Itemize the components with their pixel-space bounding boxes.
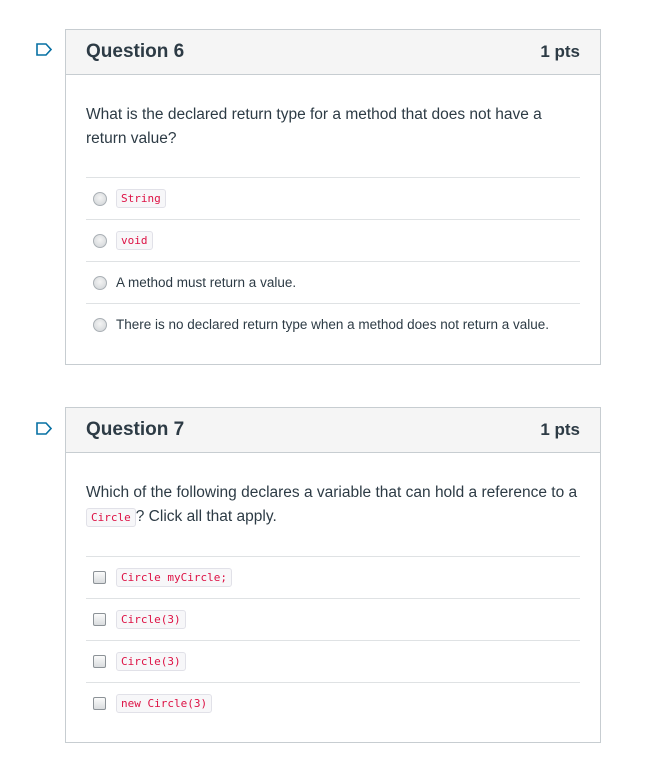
answer-label: Circle(3) xyxy=(116,652,186,671)
question-7 xyxy=(65,407,601,743)
answer-option[interactable] xyxy=(86,683,580,724)
answer-option[interactable] xyxy=(86,304,580,345)
answer-label: A method must return a value. xyxy=(116,275,297,290)
question-title: Question 6 xyxy=(86,41,185,62)
answer-option[interactable] xyxy=(86,262,580,304)
answer-label: There is no declared return type when a method does not return a value. xyxy=(116,317,550,332)
question-header xyxy=(66,30,600,75)
radio-button[interactable] xyxy=(93,276,107,290)
checkbox[interactable] xyxy=(93,571,106,584)
checkbox[interactable] xyxy=(93,655,106,668)
answer-option[interactable] xyxy=(86,220,580,262)
radio-button[interactable] xyxy=(93,234,107,248)
question-points: 1 pts xyxy=(540,42,580,61)
question-points: 1 pts xyxy=(540,420,580,439)
question-text: What is the declared return type for a method that does not have a return value? xyxy=(86,106,542,147)
question-text xyxy=(86,481,580,530)
answer-label: Circle myCircle; xyxy=(116,568,232,587)
question-body xyxy=(66,453,600,734)
question-text-after: ? Click all that apply. xyxy=(135,508,277,525)
checkbox[interactable] xyxy=(93,613,106,626)
answer-option[interactable] xyxy=(86,178,580,220)
answer-label: void xyxy=(116,231,153,250)
answer-label: new Circle(3) xyxy=(116,694,212,713)
flag-question-icon[interactable] xyxy=(36,43,52,56)
question-text-before: Which of the following declares a variable that can hold a reference to a xyxy=(86,484,578,501)
radio-button[interactable] xyxy=(93,192,107,206)
answer-list xyxy=(86,177,580,345)
flag-question-icon[interactable] xyxy=(36,422,52,435)
question-text-code: Circle xyxy=(86,508,136,527)
question-title: Question 7 xyxy=(86,419,185,440)
answer-option[interactable] xyxy=(86,557,580,599)
answer-option[interactable] xyxy=(86,641,580,683)
answer-option[interactable] xyxy=(86,599,580,641)
question-body xyxy=(66,75,600,355)
question-header xyxy=(66,408,600,453)
question-6 xyxy=(65,29,601,365)
radio-button[interactable] xyxy=(93,318,107,332)
answer-label: Circle(3) xyxy=(116,610,186,629)
checkbox[interactable] xyxy=(93,697,106,710)
answer-label: String xyxy=(116,189,166,208)
answer-list xyxy=(86,556,580,724)
